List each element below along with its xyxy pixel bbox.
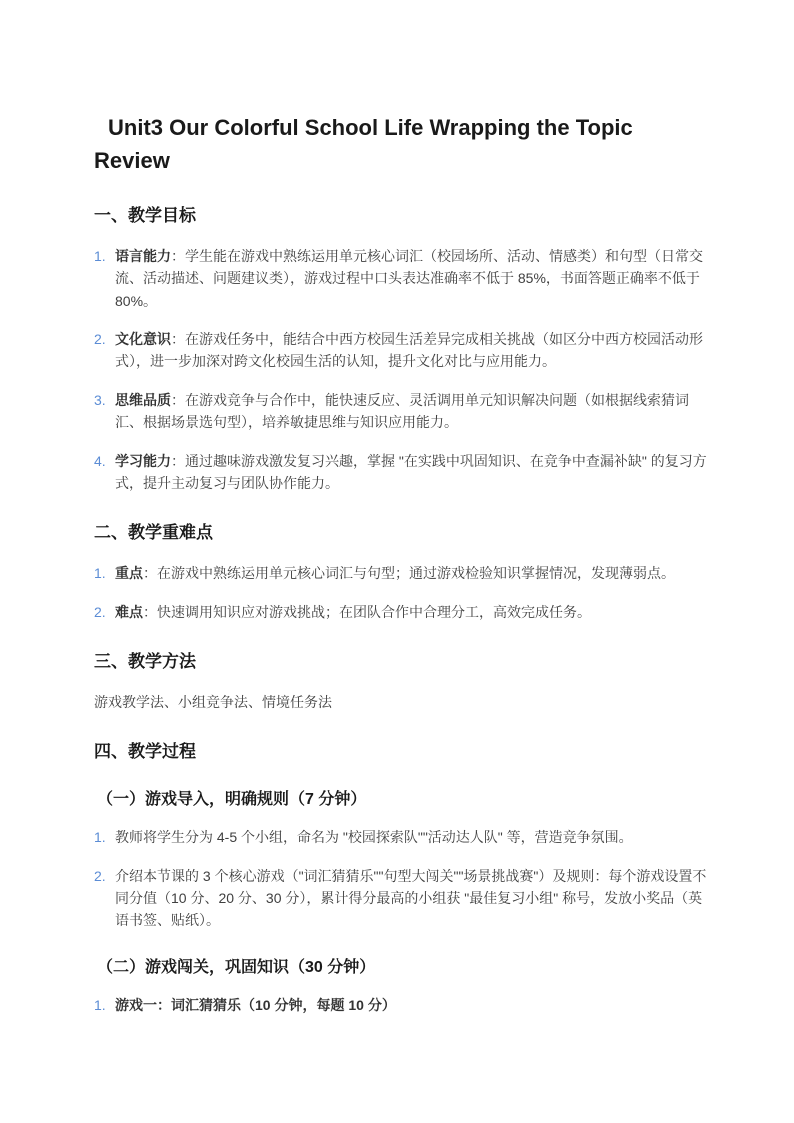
list-item (94, 826, 710, 848)
list-item-label: 文化意识 (115, 330, 171, 347)
list-item-text: 介绍本节课的 3 个核心游戏（"词汇猜猜乐""句型大闯关""场景挑战赛"）及规则：每个游戏设置不同分值（10 分、20 分、30 分），累计得分最高的小组获 "最佳复习小组" 称号，发放小奖品（英语书签、贴纸）。 (115, 867, 707, 929)
list-item-text: ：学生能在游戏中熟练运用单元核心词汇（校园场所、活动、情感类）和句型（日常交流、活动描述、问题建议类），游戏过程中口头表达准确率不低于 85%，书面答题正确率不低于 80%。 (115, 247, 703, 309)
list-item-label: 游戏一：词汇猜猜乐（10 分钟，每题 10 分） (115, 997, 396, 1014)
list-number: 1. (94, 247, 106, 264)
list-number: 1. (94, 997, 106, 1014)
list-item (94, 865, 710, 932)
list-number: 3. (94, 391, 106, 408)
section-heading-methods: 三、教学方法 (94, 651, 196, 671)
list-number: 4. (94, 452, 106, 469)
list-number: 2. (94, 603, 106, 620)
list-item-label: 思维品质 (115, 391, 171, 408)
section-heading-process: 四、教学过程 (94, 742, 196, 762)
list-number: 2. (94, 867, 106, 884)
list-item-body (115, 562, 710, 584)
list-item (94, 601, 710, 623)
list-item-body (115, 865, 710, 932)
section-heading-key-points: 二、教学重难点 (94, 523, 213, 543)
list-item-text: 教师将学生分为 4-5 个小组，命名为 "校园探索队""活动达人队" 等，营造竞争氛围。 (115, 829, 633, 846)
list-item (94, 450, 710, 495)
list-item-text: ：在游戏竞争与合作中，能快速反应、灵活调用单元知识解决问题（如根据线索猜词汇、根据场景选句型），培养敏捷思维与知识应用能力。 (115, 391, 689, 431)
list-item-body (115, 450, 710, 495)
list-item-label: 学习能力 (115, 452, 171, 469)
list-item-body (115, 389, 710, 434)
list-number: 2. (94, 330, 106, 347)
list-item-text: ：快速调用知识应对游戏挑战；在团队合作中合理分工，高效完成任务。 (143, 603, 591, 620)
list-item-text: ：在游戏任务中，能结合中西方校园生活差异完成相关挑战（如区分中西方校园活动形式），进一步加深对跨文化校园生活的认知，提升文化对比与应用能力。 (115, 330, 703, 370)
list-item (94, 328, 710, 373)
list-item-label: 语言能力 (115, 247, 171, 264)
list-item (94, 562, 710, 584)
list-item-label: 难点 (115, 603, 143, 620)
methods-paragraph: 游戏教学法、小组竞争法、情境任务法 (94, 693, 332, 710)
list-item (94, 994, 710, 1016)
list-item-text: ：通过趣味游戏激发复习兴趣，掌握 "在实践中巩固知识、在竞争中查漏补缺" 的复习方式，提升主动复习与团队协作能力。 (115, 452, 707, 491)
subsection-heading-intro: （一）游戏导入，明确规则（7 分钟） (97, 790, 367, 808)
list-item-text: ：在游戏中熟练运用单元核心词汇与句型；通过游戏检验知识掌握情况，发现薄弱点。 (143, 565, 675, 582)
subsection-heading-games: （二）游戏闯关，巩固知识（30 分钟） (97, 958, 376, 976)
list-item-body (115, 826, 710, 848)
list-item-body (115, 328, 710, 373)
list-item (94, 245, 710, 312)
list-number: 1. (94, 829, 106, 846)
list-item-body (115, 601, 710, 623)
list-number: 1. (94, 565, 106, 582)
section-heading-objectives: 一、教学目标 (94, 206, 196, 225)
list-item-label: 重点 (115, 565, 143, 582)
list-item-body (115, 245, 710, 312)
list-item (94, 389, 710, 434)
list-item-body (115, 994, 710, 1016)
document-title: Unit3 Our Colorful School Life Wrapping the Topic Review (94, 115, 633, 173)
